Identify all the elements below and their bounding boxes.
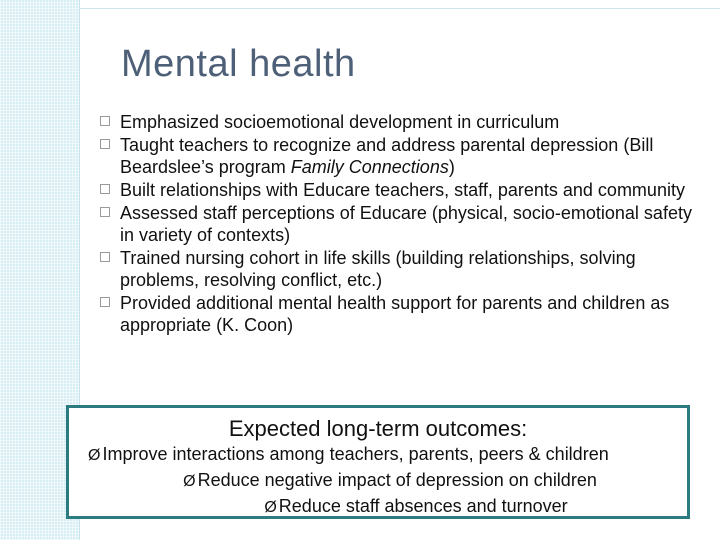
bullet-item <box>99 111 699 133</box>
bullet-box-icon <box>100 207 110 217</box>
arrow-bullet-icon: Ø <box>88 447 101 464</box>
bullet-box-icon <box>100 139 110 149</box>
bullet-list <box>99 111 699 337</box>
arrow-bullet-icon: Ø <box>183 473 196 490</box>
slide-title: Mental health <box>121 43 356 85</box>
outcome-text: Improve interactions among teachers, parents, peers & children <box>102 444 609 464</box>
bullet-box-icon <box>100 297 110 307</box>
bullet-text: Trained nursing cohort in life skills (building relationships, solving problems, resolving conflict, etc.) <box>120 248 636 290</box>
outcome-item <box>69 494 687 520</box>
bullet-box-icon <box>100 184 110 194</box>
bullet-text: Provided additional mental health support for parents and children as appropriate (K. Coon) <box>120 293 670 335</box>
bullet-item <box>99 292 699 336</box>
bullet-box-icon <box>100 116 110 126</box>
program-name: Family Connections <box>290 157 449 177</box>
bullet-text: Taught teachers to recognize and address parental depression (Bill Beardslee’s program <box>120 135 654 177</box>
arrow-bullet-icon: Ø <box>264 499 277 516</box>
bullet-item <box>99 247 699 291</box>
outcome-item <box>69 468 687 494</box>
bullet-box-icon <box>100 252 110 262</box>
bullet-item <box>99 202 699 246</box>
outcomes-heading: Expected long-term outcomes: <box>228 416 528 441</box>
bullet-text: Built relationships with Educare teachers, staff, parents and community <box>120 180 685 200</box>
bullet-text: Assessed staff perceptions of Educare (physical, socio-emotional safety in variety of contexts) <box>120 203 692 245</box>
outcomes-box <box>66 405 690 519</box>
top-divider <box>80 8 720 9</box>
bullet-text: Emphasized socioemotional development in curriculum <box>120 112 560 132</box>
outcome-text: Reduce staff absences and turnover <box>278 496 568 516</box>
bullet-text-end: ) <box>448 157 455 177</box>
bullet-item <box>99 179 699 201</box>
outcome-item <box>69 442 687 468</box>
bullet-item <box>99 134 699 178</box>
outcome-text: Reduce negative impact of depression on children <box>197 470 597 490</box>
